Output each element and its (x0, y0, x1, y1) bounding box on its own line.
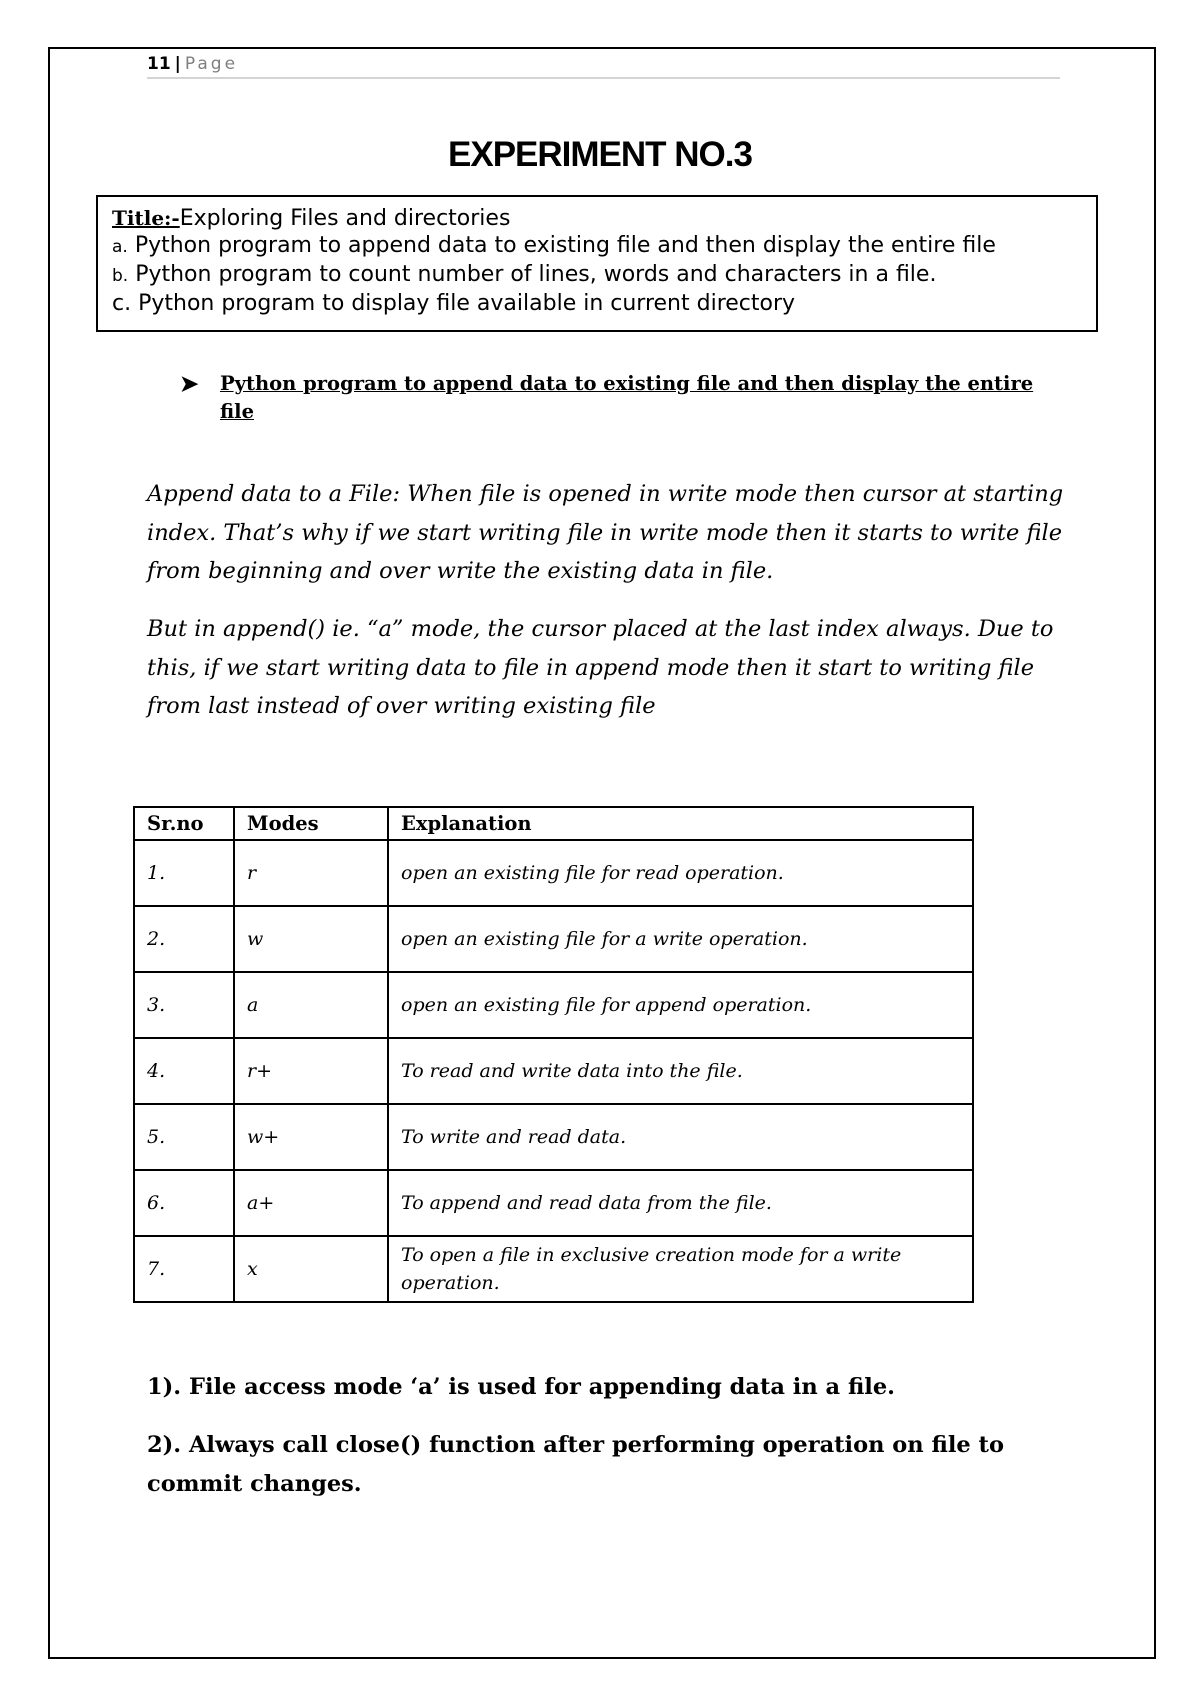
cell-explanation: To append and read data from the file. (388, 1170, 973, 1236)
title-item-a (112, 232, 1084, 261)
cell-mode: w+ (234, 1104, 388, 1170)
table-row (134, 1170, 973, 1236)
column-header-modes: Modes (234, 807, 388, 840)
cell-explanation: open an existing file for a write operation. (388, 906, 973, 972)
table-row (134, 840, 973, 906)
cell-mode: r (234, 840, 388, 906)
experiment-title: EXPERIMENT NO.3 (448, 135, 752, 174)
item-a-text: Python program to append data to existing file and then display the entire file (134, 233, 996, 258)
arrow-bullet-icon: ➤ (180, 371, 199, 397)
cell-explanation: To write and read data. (388, 1104, 973, 1170)
cell-mode: w (234, 906, 388, 972)
cell-mode: a+ (234, 1170, 388, 1236)
page-header (147, 52, 1060, 79)
cell-mode: a (234, 972, 388, 1038)
cell-mode: r+ (234, 1038, 388, 1104)
cell-srno: 1. (134, 840, 234, 906)
cell-explanation: open an existing file for read operation. (388, 840, 973, 906)
table-row (134, 1236, 973, 1302)
page-number: 11 (147, 54, 171, 74)
note-append-mode: 1). File access mode ‘a’ is used for appending data in a file. (147, 1374, 895, 1400)
cell-explanation: To read and write data into the file. (388, 1038, 973, 1104)
section-heading (180, 370, 1060, 426)
title-label: Title:- (112, 206, 180, 230)
file-modes-table (133, 806, 974, 1303)
cell-explanation: To open a file in exclusive creation mode for a write operation. (388, 1236, 973, 1302)
column-header-srno: Sr.no (134, 807, 234, 840)
column-header-explanation: Explanation (388, 807, 973, 840)
table-header-row (134, 807, 973, 840)
title-item-c-partial: c. Python program to display file available in current directory (112, 291, 796, 316)
header-separator: | (174, 54, 181, 74)
section-heading-text: Python program to append data to existing file and then display the entire file (220, 372, 1034, 423)
item-b-text: Python program to count number of lines, words and characters in a file. (135, 262, 937, 287)
table-row (134, 906, 973, 972)
title-line (112, 205, 1084, 232)
cell-mode: x (234, 1236, 388, 1302)
cell-srno: 7. (134, 1236, 234, 1302)
cell-srno: 4. (134, 1038, 234, 1104)
table-row (134, 972, 973, 1038)
item-a-prefix: a. (112, 237, 128, 257)
page-label: Page (184, 54, 239, 74)
cell-srno: 3. (134, 972, 234, 1038)
cell-explanation: open an existing file for append operation. (388, 972, 973, 1038)
cell-srno: 6. (134, 1170, 234, 1236)
paragraph-append-mode: But in append() ie. “a” mode, the cursor placed at the last index always. Due to this, if we start writing data to file in append mode then it start to writing file from last instead of over writing existing file (147, 616, 1054, 719)
title-box (96, 195, 1098, 332)
table-row (134, 1104, 973, 1170)
title-item-b (112, 261, 1084, 290)
title-text: Exploring Files and directories (179, 206, 511, 231)
item-b-prefix: b. (112, 266, 129, 286)
paragraph-append-intro: Append data to a File: When file is opened in write mode then cursor at starting index. That’s why if we start writing file in write mode then it starts to write file from beginning and over write the existing data in file. (147, 481, 1064, 584)
cell-srno: 2. (134, 906, 234, 972)
note-close-function: 2). Always call close() function after performing operation on file to commit changes. (147, 1432, 1004, 1497)
table-row (134, 1038, 973, 1104)
cell-srno: 5. (134, 1104, 234, 1170)
